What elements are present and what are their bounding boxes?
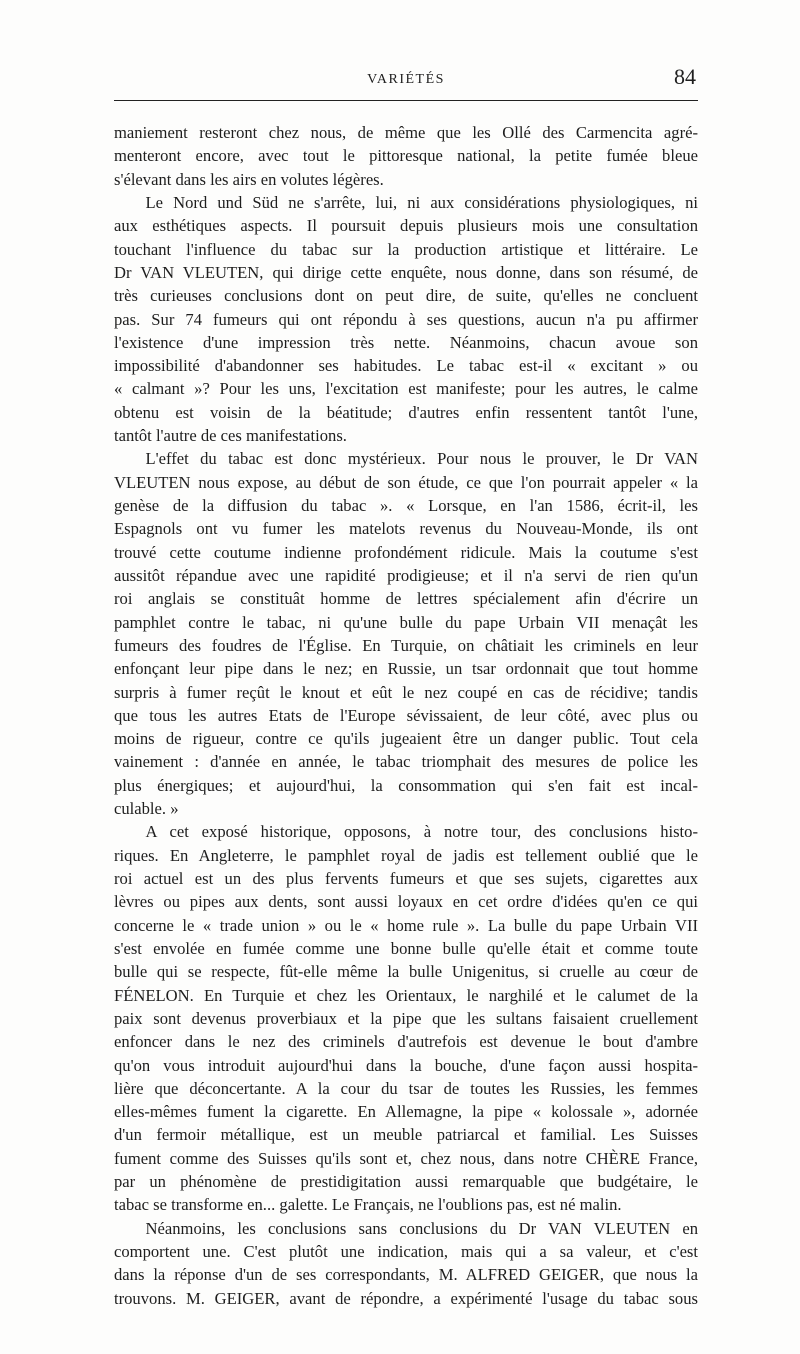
body-text	[114, 121, 698, 1310]
text-line: enfonçant leur pipe dans le nez; en Russie, un tsar ordonnait que tout homme	[114, 659, 698, 679]
text-line: d'un fermoir métallique, est un meuble patriarcal et familial. Les Suisses	[114, 1125, 698, 1145]
text-line: « calmant »? Pour les uns, l'excitation est manifeste; pour les autres, le calme	[114, 379, 698, 399]
running-head: VARIÉTÉS	[367, 72, 445, 87]
page-number: 84	[674, 64, 696, 89]
text-line: riques. En Angleterre, le pamphlet royal de jadis est tellement oublié que le	[114, 845, 698, 865]
text-line: roi anglais se constituât homme de lettres spécialement afin d'écrire un	[114, 589, 698, 609]
text-line: surpris à fumer reçût le knout et eût le nez coupé en cas de récidive; tandis	[114, 682, 698, 702]
text-line: s'est envolée en fumée comme une bonne bulle qu'elle était et comme toute	[114, 938, 698, 958]
text-line: aux esthétiques aspects. Il poursuit depuis plusieurs mois une consultation	[114, 216, 698, 236]
text-line: elles-mêmes fument la cigarette. En Allemagne, la pipe « kolossale », adornée	[114, 1102, 698, 1122]
text-line: comportent une. C'est plutôt une indication, mais qui a sa valeur, et c'est	[114, 1242, 698, 1261]
text-line: pamphlet contre le tabac, ni qu'une bulle du pape Urbain VII menaçât les	[114, 612, 698, 632]
text-line: concerne le « trade union » ou le « home rule ». La bulle du pape Urbain VII	[114, 915, 698, 935]
text-line: que tous les autres Etats de l'Europe sévissaient, de leur côté, avec plus ou	[114, 705, 698, 725]
text-line: FÉNELON. En Turquie et chez les Orientaux, le narghilé et le calumet de la	[114, 985, 698, 1005]
text-line: par un phénomène de prestidigitation aussi remarquable que budgétaire, le	[114, 1172, 698, 1192]
text-line: VLEUTEN nous expose, au début de son étude, ce que l'on pourrait appeler « la	[114, 472, 698, 492]
text-line: maniement resteront chez nous, de même que les Ollé des Carmencita agré-	[114, 123, 698, 142]
text-line: genèse de la diffusion du tabac ». « Lorsque, en l'an 1586, écrit-il, les	[114, 496, 698, 515]
text-line: Dr VAN VLEUTEN, qui dirige cette enquête, nous donne, dans son résumé, de	[114, 262, 698, 282]
text-line: Néanmoins, les conclusions sans conclusions du Dr VAN VLEUTEN en	[145, 1218, 698, 1238]
text-line: tabac se transforme en... galette. Le Français, ne l'oublions pas, est né malin.	[114, 1195, 622, 1215]
text-line: tantôt l'autre de ces manifestations.	[114, 426, 347, 446]
page-header	[114, 64, 698, 92]
text-line: l'existence d'une impression très nette. Néanmoins, chacun avoue son	[114, 332, 698, 352]
text-line: trouvons. M. GEIGER, avant de répondre, a expérimenté l'usage du tabac sous	[114, 1288, 698, 1308]
text-line: lière que déconcertante. A la cour du tsar de toutes les Russies, les femmes	[114, 1078, 698, 1098]
text-line: vainement : d'année en année, le tabac triomphait des mesures de police les	[114, 752, 698, 772]
text-line: bulle qui se respecte, fût-elle même la bulle Unigenitus, si cruelle au cœur de	[114, 962, 698, 982]
text-line: menteront encore, avec tout le pittoresque national, la petite fumée bleue	[114, 146, 698, 166]
text-line: touchant l'influence du tabac sur la production artistique et littéraire. Le	[114, 239, 698, 259]
text-line: aussitôt répandue avec une rapidité prodigieuse; et il n'a servi de rien qu'un	[114, 565, 698, 585]
text-line: dans la réponse d'un de ses correspondants, M. ALFRED GEIGER, que nous la	[114, 1265, 698, 1285]
text-line: Espagnols ont vu fumer les matelots revenus du Nouveau-Monde, ils ont	[114, 519, 698, 539]
text-line: Le Nord und Süd ne s'arrête, lui, ni aux considérations physiologiques, ni	[145, 192, 698, 212]
text-line: plus énergiques; et aujourd'hui, la consommation qui s'en fait est incal-	[114, 775, 698, 795]
text-line: très curieuses conclusions dont on peut dire, de suite, qu'elles ne concluent	[114, 286, 698, 306]
text-line: enfoncer dans le nez des criminels d'autrefois est devenue le bout d'ambre	[114, 1032, 698, 1052]
text-line: A cet exposé historique, opposons, à notre tour, des conclusions histo-	[145, 822, 698, 842]
text-line: roi actuel est un des plus fervents fumeurs et que ses sujets, cigarettes aux	[114, 869, 698, 888]
text-line: moins de rigueur, contre ce qu'ils jugeaient être un danger public. Tout cela	[114, 729, 698, 749]
text-line: fumeurs des foudres de l'Église. En Turquie, on châtiait les criminels en leur	[114, 635, 698, 655]
text-line: obtenu est voisin de la béatitude; d'autres enfin ressentent tantôt l'une,	[114, 402, 698, 422]
text-line: qu'on vous introduit aujourd'hui dans la bouche, d'une façon aussi hospita-	[114, 1055, 698, 1075]
text-line: fument comme des Suisses qu'ils sont et, chez nous, dans notre CHÈRE France,	[114, 1148, 698, 1168]
text-line: trouvé cette coutume indienne profondément ridicule. Mais la coutume s'est	[114, 542, 698, 562]
header-rule	[114, 100, 698, 101]
text-line: pas. Sur 74 fumeurs qui ont répondu à ses questions, aucun n'a pu affirmer	[114, 309, 698, 329]
text-line: culable. »	[114, 799, 179, 819]
text-line: paix sont devenus proverbiaux et la pipe que les sultans faisaient cruellement	[114, 1008, 698, 1028]
text-line: lèvres ou pipes aux dents, sont aussi loyaux en cet ordre d'idées qu'en ce qui	[114, 892, 698, 912]
text-line: L'effet du tabac est donc mystérieux. Pour nous le prouver, le Dr VAN	[145, 449, 698, 469]
text-line: s'élevant dans les airs en volutes légères.	[114, 169, 384, 189]
text-line: impossibilité d'abandonner ses habitudes. Le tabac est-il « excitant » ou	[114, 356, 698, 376]
